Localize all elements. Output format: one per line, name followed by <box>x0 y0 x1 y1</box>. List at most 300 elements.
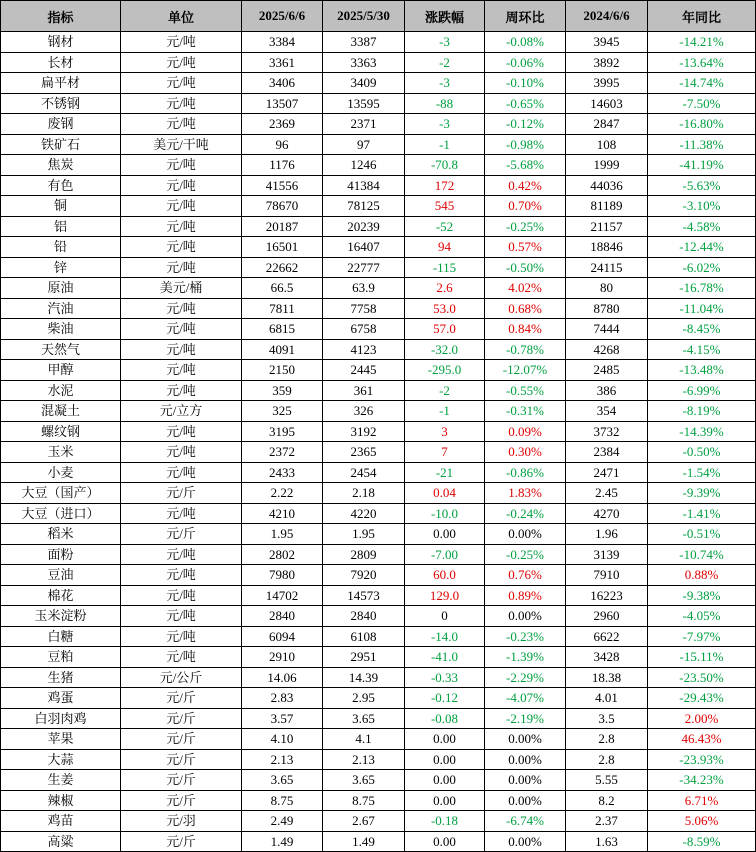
change-cell: -7.00 <box>405 544 485 565</box>
unit-cell: 元/吨 <box>121 32 242 53</box>
previous-value-cell: 3363 <box>323 52 405 73</box>
table-row <box>1 831 756 852</box>
unit-cell: 元/斤 <box>121 483 242 504</box>
unit-cell: 元/吨 <box>121 196 242 217</box>
current-value-cell: 2150 <box>242 360 323 381</box>
unit-cell: 元/吨 <box>121 380 242 401</box>
indicator-cell: 小麦 <box>1 462 121 483</box>
year-change-cell: -10.74% <box>648 544 756 565</box>
previous-value-cell: 78125 <box>323 196 405 217</box>
table-row <box>1 770 756 791</box>
last-year-value-cell: 108 <box>566 134 648 155</box>
indicator-cell: 天然气 <box>1 339 121 360</box>
year-change-cell: 2.00% <box>648 708 756 729</box>
unit-cell: 元/吨 <box>121 606 242 627</box>
unit-cell: 元/立方 <box>121 401 242 422</box>
header-year-change: 年同比 <box>648 1 756 32</box>
indicator-cell: 甲醇 <box>1 360 121 381</box>
change-cell: -0.08 <box>405 708 485 729</box>
header-last-year-date: 2024/6/6 <box>566 1 648 32</box>
indicator-cell: 辣椒 <box>1 790 121 811</box>
change-cell: -295.0 <box>405 360 485 381</box>
last-year-value-cell: 3995 <box>566 73 648 94</box>
previous-value-cell: 1246 <box>323 155 405 176</box>
table-row <box>1 585 756 606</box>
last-year-value-cell: 14603 <box>566 93 648 114</box>
current-value-cell: 2.83 <box>242 688 323 709</box>
week-change-cell: -4.07% <box>485 688 566 709</box>
year-change-cell: 5.06% <box>648 811 756 832</box>
week-change-cell: 0.84% <box>485 319 566 340</box>
table-row <box>1 360 756 381</box>
change-cell: -0.18 <box>405 811 485 832</box>
unit-cell: 元/斤 <box>121 729 242 750</box>
change-cell: 0.00 <box>405 524 485 545</box>
current-value-cell: 13507 <box>242 93 323 114</box>
current-value-cell: 2369 <box>242 114 323 135</box>
header-indicator: 指标 <box>1 1 121 32</box>
table-row <box>1 52 756 73</box>
indicator-cell: 稻米 <box>1 524 121 545</box>
last-year-value-cell: 386 <box>566 380 648 401</box>
year-change-cell: -7.50% <box>648 93 756 114</box>
indicator-cell: 生猪 <box>1 667 121 688</box>
current-value-cell: 3.57 <box>242 708 323 729</box>
unit-cell: 元/吨 <box>121 647 242 668</box>
table-row <box>1 565 756 586</box>
indicator-cell: 豆粕 <box>1 647 121 668</box>
current-value-cell: 2910 <box>242 647 323 668</box>
header-week-change: 周环比 <box>485 1 566 32</box>
indicator-cell: 高粱 <box>1 831 121 852</box>
table-row <box>1 319 756 340</box>
year-change-cell: -4.15% <box>648 339 756 360</box>
last-year-value-cell: 3945 <box>566 32 648 53</box>
last-year-value-cell: 3139 <box>566 544 648 565</box>
current-value-cell: 3195 <box>242 421 323 442</box>
last-year-value-cell: 2485 <box>566 360 648 381</box>
change-cell: 3 <box>405 421 485 442</box>
table-row <box>1 647 756 668</box>
table-row <box>1 401 756 422</box>
change-cell: 2.6 <box>405 278 485 299</box>
last-year-value-cell: 2.45 <box>566 483 648 504</box>
previous-value-cell: 2840 <box>323 606 405 627</box>
last-year-value-cell: 16223 <box>566 585 648 606</box>
table-row <box>1 708 756 729</box>
table-row <box>1 134 756 155</box>
week-change-cell: -0.86% <box>485 462 566 483</box>
unit-cell: 元/吨 <box>121 421 242 442</box>
week-change-cell: -2.19% <box>485 708 566 729</box>
table-row <box>1 73 756 94</box>
year-change-cell: -13.48% <box>648 360 756 381</box>
indicator-cell: 长材 <box>1 52 121 73</box>
unit-cell: 元/吨 <box>121 175 242 196</box>
year-change-cell: -6.99% <box>648 380 756 401</box>
year-change-cell: 6.71% <box>648 790 756 811</box>
previous-value-cell: 22777 <box>323 257 405 278</box>
last-year-value-cell: 4.01 <box>566 688 648 709</box>
previous-value-cell: 361 <box>323 380 405 401</box>
indicator-cell: 螺纹钢 <box>1 421 121 442</box>
week-change-cell: -0.65% <box>485 93 566 114</box>
table-row <box>1 278 756 299</box>
last-year-value-cell: 3892 <box>566 52 648 73</box>
previous-value-cell: 14573 <box>323 585 405 606</box>
unit-cell: 元/斤 <box>121 790 242 811</box>
year-change-cell: -7.97% <box>648 626 756 647</box>
year-change-cell: -4.58% <box>648 216 756 237</box>
unit-cell: 元/吨 <box>121 52 242 73</box>
current-value-cell: 96 <box>242 134 323 155</box>
indicator-cell: 铅 <box>1 237 121 258</box>
last-year-value-cell: 3428 <box>566 647 648 668</box>
week-change-cell: -0.25% <box>485 216 566 237</box>
unit-cell: 元/吨 <box>121 93 242 114</box>
change-cell: 172 <box>405 175 485 196</box>
indicator-cell: 豆油 <box>1 565 121 586</box>
unit-cell: 元/吨 <box>121 257 242 278</box>
current-value-cell: 14702 <box>242 585 323 606</box>
unit-cell: 元/吨 <box>121 73 242 94</box>
week-change-cell: 0.00% <box>485 831 566 852</box>
week-change-cell: -0.31% <box>485 401 566 422</box>
change-cell: -0.33 <box>405 667 485 688</box>
year-change-cell: -4.05% <box>648 606 756 627</box>
change-cell: -3 <box>405 73 485 94</box>
change-cell: -115 <box>405 257 485 278</box>
unit-cell: 美元/干吨 <box>121 134 242 155</box>
indicator-cell: 有色 <box>1 175 121 196</box>
change-cell: 57.0 <box>405 319 485 340</box>
current-value-cell: 3406 <box>242 73 323 94</box>
unit-cell: 元/吨 <box>121 585 242 606</box>
year-change-cell: -23.93% <box>648 749 756 770</box>
change-cell: 94 <box>405 237 485 258</box>
table-row <box>1 503 756 524</box>
indicator-cell: 大豆（国产） <box>1 483 121 504</box>
last-year-value-cell: 4268 <box>566 339 648 360</box>
unit-cell: 元/公斤 <box>121 667 242 688</box>
last-year-value-cell: 44036 <box>566 175 648 196</box>
last-year-value-cell: 2847 <box>566 114 648 135</box>
indicator-cell: 废钢 <box>1 114 121 135</box>
change-cell: -14.0 <box>405 626 485 647</box>
last-year-value-cell: 8780 <box>566 298 648 319</box>
change-cell: 0 <box>405 606 485 627</box>
unit-cell: 元/吨 <box>121 155 242 176</box>
indicator-cell: 苹果 <box>1 729 121 750</box>
year-change-cell: -41.19% <box>648 155 756 176</box>
last-year-value-cell: 18.38 <box>566 667 648 688</box>
change-cell: -0.12 <box>405 688 485 709</box>
indicator-cell: 生姜 <box>1 770 121 791</box>
current-value-cell: 3361 <box>242 52 323 73</box>
change-cell: 7 <box>405 442 485 463</box>
unit-cell: 元/斤 <box>121 749 242 770</box>
table-row <box>1 729 756 750</box>
unit-cell: 元/吨 <box>121 216 242 237</box>
indicator-cell: 铁矿石 <box>1 134 121 155</box>
previous-value-cell: 3387 <box>323 32 405 53</box>
last-year-value-cell: 18846 <box>566 237 648 258</box>
last-year-value-cell: 6622 <box>566 626 648 647</box>
unit-cell: 元/斤 <box>121 770 242 791</box>
unit-cell: 元/吨 <box>121 237 242 258</box>
previous-value-cell: 1.49 <box>323 831 405 852</box>
previous-value-cell: 2445 <box>323 360 405 381</box>
year-change-cell: -8.19% <box>648 401 756 422</box>
week-change-cell: -0.23% <box>485 626 566 647</box>
last-year-value-cell: 3.5 <box>566 708 648 729</box>
week-change-cell: 0.09% <box>485 421 566 442</box>
current-value-cell: 2802 <box>242 544 323 565</box>
last-year-value-cell: 2471 <box>566 462 648 483</box>
current-value-cell: 66.5 <box>242 278 323 299</box>
year-change-cell: -1.54% <box>648 462 756 483</box>
previous-value-cell: 41384 <box>323 175 405 196</box>
previous-value-cell: 4123 <box>323 339 405 360</box>
year-change-cell: -34.23% <box>648 770 756 791</box>
last-year-value-cell: 1.63 <box>566 831 648 852</box>
year-change-cell: -1.41% <box>648 503 756 524</box>
year-change-cell: -23.50% <box>648 667 756 688</box>
previous-value-cell: 2454 <box>323 462 405 483</box>
change-cell: 0.00 <box>405 831 485 852</box>
table-row <box>1 749 756 770</box>
last-year-value-cell: 81189 <box>566 196 648 217</box>
unit-cell: 元/斤 <box>121 831 242 852</box>
current-value-cell: 4210 <box>242 503 323 524</box>
week-change-cell: 0.00% <box>485 749 566 770</box>
week-change-cell: -0.10% <box>485 73 566 94</box>
last-year-value-cell: 354 <box>566 401 648 422</box>
previous-value-cell: 326 <box>323 401 405 422</box>
change-cell: -2 <box>405 52 485 73</box>
table-row <box>1 626 756 647</box>
current-value-cell: 6094 <box>242 626 323 647</box>
week-change-cell: -0.78% <box>485 339 566 360</box>
indicator-cell: 混凝土 <box>1 401 121 422</box>
year-change-cell: -14.21% <box>648 32 756 53</box>
previous-value-cell: 4.1 <box>323 729 405 750</box>
current-value-cell: 325 <box>242 401 323 422</box>
week-change-cell: -0.12% <box>485 114 566 135</box>
table-row <box>1 196 756 217</box>
previous-value-cell: 6758 <box>323 319 405 340</box>
previous-value-cell: 16407 <box>323 237 405 258</box>
year-change-cell: -9.38% <box>648 585 756 606</box>
week-change-cell: 0.00% <box>485 790 566 811</box>
indicator-cell: 白糖 <box>1 626 121 647</box>
header-change: 涨跌幅 <box>405 1 485 32</box>
current-value-cell: 1.49 <box>242 831 323 852</box>
last-year-value-cell: 7444 <box>566 319 648 340</box>
table-row <box>1 32 756 53</box>
current-value-cell: 8.75 <box>242 790 323 811</box>
year-change-cell: -16.80% <box>648 114 756 135</box>
header-unit: 单位 <box>121 1 242 32</box>
indicator-cell: 面粉 <box>1 544 121 565</box>
year-change-cell: 46.43% <box>648 729 756 750</box>
previous-value-cell: 3409 <box>323 73 405 94</box>
change-cell: 60.0 <box>405 565 485 586</box>
current-value-cell: 78670 <box>242 196 323 217</box>
previous-value-cell: 2.18 <box>323 483 405 504</box>
current-value-cell: 3.65 <box>242 770 323 791</box>
unit-cell: 元/吨 <box>121 360 242 381</box>
current-value-cell: 22662 <box>242 257 323 278</box>
previous-value-cell: 2.95 <box>323 688 405 709</box>
current-value-cell: 7811 <box>242 298 323 319</box>
change-cell: 0.00 <box>405 770 485 791</box>
last-year-value-cell: 2384 <box>566 442 648 463</box>
indicator-cell: 钢材 <box>1 32 121 53</box>
table-row <box>1 175 756 196</box>
current-value-cell: 41556 <box>242 175 323 196</box>
week-change-cell: -0.25% <box>485 544 566 565</box>
year-change-cell: -16.78% <box>648 278 756 299</box>
week-change-cell: -0.98% <box>485 134 566 155</box>
week-change-cell: -0.50% <box>485 257 566 278</box>
year-change-cell: -8.59% <box>648 831 756 852</box>
table-row <box>1 216 756 237</box>
indicator-cell: 铜 <box>1 196 121 217</box>
last-year-value-cell: 80 <box>566 278 648 299</box>
change-cell: -2 <box>405 380 485 401</box>
week-change-cell: -0.55% <box>485 380 566 401</box>
unit-cell: 元/斤 <box>121 524 242 545</box>
unit-cell: 元/吨 <box>121 442 242 463</box>
last-year-value-cell: 2.37 <box>566 811 648 832</box>
year-change-cell: -3.10% <box>648 196 756 217</box>
last-year-value-cell: 2.8 <box>566 749 648 770</box>
change-cell: -3 <box>405 32 485 53</box>
week-change-cell: -2.29% <box>485 667 566 688</box>
indicator-cell: 不锈钢 <box>1 93 121 114</box>
year-change-cell: -9.39% <box>648 483 756 504</box>
indicator-cell: 棉花 <box>1 585 121 606</box>
week-change-cell: 0.68% <box>485 298 566 319</box>
previous-value-cell: 20239 <box>323 216 405 237</box>
week-change-cell: -1.39% <box>485 647 566 668</box>
last-year-value-cell: 21157 <box>566 216 648 237</box>
table-row <box>1 688 756 709</box>
current-value-cell: 2372 <box>242 442 323 463</box>
table-row <box>1 380 756 401</box>
week-change-cell: 0.42% <box>485 175 566 196</box>
change-cell: -88 <box>405 93 485 114</box>
current-value-cell: 1176 <box>242 155 323 176</box>
table-row <box>1 93 756 114</box>
table-row <box>1 811 756 832</box>
current-value-cell: 4.10 <box>242 729 323 750</box>
header-row <box>1 1 756 32</box>
year-change-cell: -14.74% <box>648 73 756 94</box>
last-year-value-cell: 7910 <box>566 565 648 586</box>
current-value-cell: 6815 <box>242 319 323 340</box>
last-year-value-cell: 2.8 <box>566 729 648 750</box>
year-change-cell: -0.51% <box>648 524 756 545</box>
table-row <box>1 421 756 442</box>
last-year-value-cell: 2960 <box>566 606 648 627</box>
current-value-cell: 7980 <box>242 565 323 586</box>
current-value-cell: 3384 <box>242 32 323 53</box>
unit-cell: 元/羽 <box>121 811 242 832</box>
unit-cell: 元/斤 <box>121 708 242 729</box>
indicator-cell: 玉米淀粉 <box>1 606 121 627</box>
indicator-cell: 大豆（进口） <box>1 503 121 524</box>
year-change-cell: -11.04% <box>648 298 756 319</box>
week-change-cell: 0.70% <box>485 196 566 217</box>
previous-value-cell: 3.65 <box>323 770 405 791</box>
indicator-cell: 铝 <box>1 216 121 237</box>
week-change-cell: -0.06% <box>485 52 566 73</box>
table-row <box>1 483 756 504</box>
last-year-value-cell: 1.96 <box>566 524 648 545</box>
table-row <box>1 462 756 483</box>
last-year-value-cell: 3732 <box>566 421 648 442</box>
year-change-cell: -29.43% <box>648 688 756 709</box>
table-row <box>1 114 756 135</box>
last-year-value-cell: 1999 <box>566 155 648 176</box>
week-change-cell: 0.30% <box>485 442 566 463</box>
week-change-cell: -0.24% <box>485 503 566 524</box>
indicator-cell: 玉米 <box>1 442 121 463</box>
table-row <box>1 667 756 688</box>
previous-value-cell: 8.75 <box>323 790 405 811</box>
current-value-cell: 1.95 <box>242 524 323 545</box>
change-cell: -3 <box>405 114 485 135</box>
indicator-cell: 锌 <box>1 257 121 278</box>
previous-value-cell: 3192 <box>323 421 405 442</box>
previous-value-cell: 3.65 <box>323 708 405 729</box>
year-change-cell: 0.88% <box>648 565 756 586</box>
current-value-cell: 2840 <box>242 606 323 627</box>
unit-cell: 元/吨 <box>121 503 242 524</box>
change-cell: 0.00 <box>405 729 485 750</box>
table-row <box>1 237 756 258</box>
previous-value-cell: 7920 <box>323 565 405 586</box>
week-change-cell: 0.57% <box>485 237 566 258</box>
week-change-cell: -0.08% <box>485 32 566 53</box>
year-change-cell: -14.39% <box>648 421 756 442</box>
week-change-cell: 0.76% <box>485 565 566 586</box>
change-cell: -1 <box>405 134 485 155</box>
header-current-date: 2025/6/6 <box>242 1 323 32</box>
last-year-value-cell: 5.55 <box>566 770 648 791</box>
previous-value-cell: 4220 <box>323 503 405 524</box>
table-row <box>1 790 756 811</box>
current-value-cell: 2.49 <box>242 811 323 832</box>
current-value-cell: 16501 <box>242 237 323 258</box>
year-change-cell: -15.11% <box>648 647 756 668</box>
header-previous-date: 2025/5/30 <box>323 1 405 32</box>
previous-value-cell: 97 <box>323 134 405 155</box>
previous-value-cell: 2.67 <box>323 811 405 832</box>
table-row <box>1 442 756 463</box>
previous-value-cell: 2809 <box>323 544 405 565</box>
week-change-cell: -12.07% <box>485 360 566 381</box>
unit-cell: 美元/桶 <box>121 278 242 299</box>
table-row <box>1 298 756 319</box>
change-cell: 53.0 <box>405 298 485 319</box>
current-value-cell: 359 <box>242 380 323 401</box>
current-value-cell: 14.06 <box>242 667 323 688</box>
table-row <box>1 257 756 278</box>
change-cell: -21 <box>405 462 485 483</box>
